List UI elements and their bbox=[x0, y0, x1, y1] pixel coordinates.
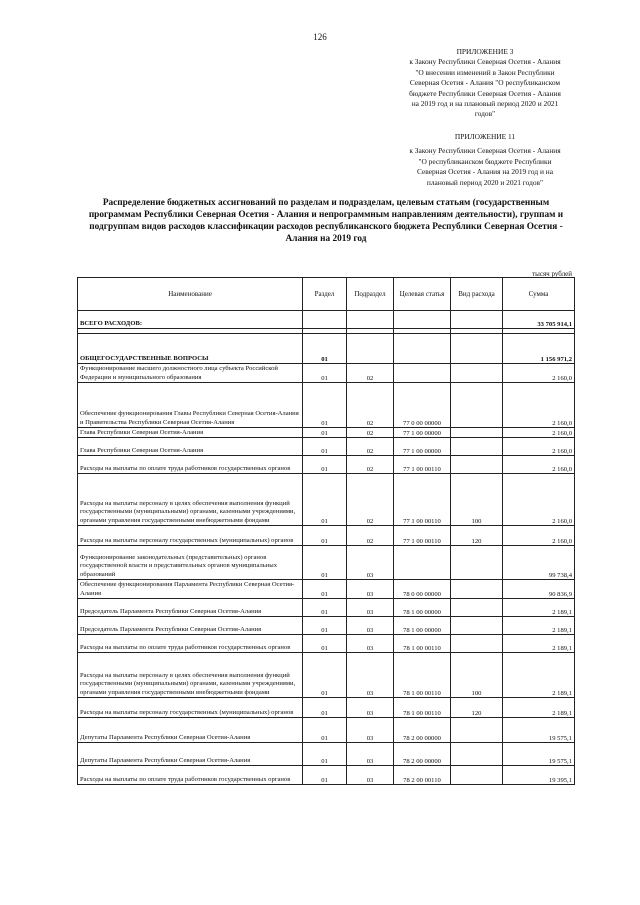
table-row bbox=[78, 580, 575, 599]
row-podrazdel-cell: 03 bbox=[347, 635, 394, 653]
row-statya-cell: 78 1 00 00000 bbox=[394, 617, 451, 635]
row-name-cell: Обеспечение функционирования Главы Республики Северная Осетия-Алания и Правительства Республики Северная Осетия-Алания bbox=[78, 383, 303, 428]
row-razdel-cell: 01 bbox=[303, 456, 347, 474]
row-statya-cell bbox=[394, 364, 451, 383]
row-name-cell: Глава Республики Северная Осетия-Алания bbox=[78, 438, 303, 456]
row-name-cell: Депутаты Парламента Республики Северная Осетия-Алания bbox=[78, 743, 303, 766]
row-name-cell: Расходы на выплаты персоналу государственных (муниципальных) органов bbox=[78, 698, 303, 718]
row-summa-cell: 33 705 914,1 bbox=[503, 311, 575, 329]
table-row bbox=[78, 474, 575, 526]
row-statya-cell: 77 0 00 00000 bbox=[394, 383, 451, 428]
row-statya-cell: 78 1 00 00110 bbox=[394, 635, 451, 653]
row-podrazdel-cell: 03 bbox=[347, 718, 394, 743]
row-podrazdel-cell: 03 bbox=[347, 698, 394, 718]
row-podrazdel-cell: 03 bbox=[347, 617, 394, 635]
row-vid-cell bbox=[451, 743, 503, 766]
appendix-3-line: "О внесении изменений в Закон Республики bbox=[415, 67, 555, 77]
appendix-11-line: плановый период 2020 и 2021 годов" bbox=[426, 177, 544, 187]
row-name-cell: Расходы на выплаты персоналу государственных (муниципальных) органов bbox=[78, 526, 303, 546]
row-summa-cell: 2 189,1 bbox=[503, 599, 575, 617]
row-podrazdel-cell: 02 bbox=[347, 428, 394, 438]
column-header: Вид расхода bbox=[451, 278, 503, 311]
row-summa-cell: 19 575,1 bbox=[503, 743, 575, 766]
table-row bbox=[78, 766, 575, 785]
appendix-3-heading: ПРИЛОЖЕНИЕ 3 bbox=[456, 47, 514, 56]
row-summa-cell: 2 189,1 bbox=[503, 653, 575, 698]
row-razdel-cell: 01 bbox=[303, 474, 347, 526]
row-summa-cell: 90 836,9 bbox=[503, 580, 575, 599]
row-summa-cell: 99 738,4 bbox=[503, 546, 575, 580]
appendix-3-line: к Закону Республики Северная Осетия - Алания bbox=[409, 57, 561, 67]
row-podrazdel-cell: 02 bbox=[347, 474, 394, 526]
column-header: Целевая статья bbox=[394, 278, 451, 311]
table-row bbox=[78, 617, 575, 635]
row-vid-cell bbox=[451, 546, 503, 580]
row-summa-cell: 2 160,0 bbox=[503, 383, 575, 428]
row-statya-cell bbox=[394, 311, 451, 329]
row-name-cell: Расходы на выплаты по оплате труда работников государственных органов bbox=[78, 635, 303, 653]
column-header: Подраздел bbox=[347, 278, 394, 311]
row-summa-cell: 2 160,0 bbox=[503, 474, 575, 526]
row-summa-cell: 2 160,0 bbox=[503, 526, 575, 546]
page-number: 126 bbox=[313, 32, 327, 42]
row-summa-cell: 2 160,0 bbox=[503, 428, 575, 438]
table-row bbox=[78, 456, 575, 474]
row-statya-cell: 77 1 00 00000 bbox=[394, 428, 451, 438]
row-podrazdel-cell: 02 bbox=[347, 383, 394, 428]
row-podrazdel-cell: 03 bbox=[347, 599, 394, 617]
table-row bbox=[78, 718, 575, 743]
row-razdel-cell: 01 bbox=[303, 383, 347, 428]
table-row bbox=[78, 743, 575, 766]
table-row bbox=[78, 383, 575, 428]
table-row bbox=[78, 526, 575, 546]
row-vid-cell bbox=[451, 580, 503, 599]
row-summa-cell: 2 189,1 bbox=[503, 635, 575, 653]
row-statya-cell bbox=[394, 334, 451, 364]
row-podrazdel-cell: 03 bbox=[347, 766, 394, 785]
row-summa-cell: 2 160,0 bbox=[503, 364, 575, 383]
row-name-cell: Расходы на выплаты по оплате труда работников государственных органов bbox=[78, 766, 303, 785]
row-razdel-cell: 01 bbox=[303, 743, 347, 766]
row-statya-cell: 77 1 00 00110 bbox=[394, 526, 451, 546]
row-podrazdel-cell: 02 bbox=[347, 364, 394, 383]
row-statya-cell bbox=[394, 546, 451, 580]
row-razdel-cell: 01 bbox=[303, 617, 347, 635]
row-razdel-cell: 01 bbox=[303, 766, 347, 785]
row-razdel-cell: 01 bbox=[303, 635, 347, 653]
row-razdel-cell: 01 bbox=[303, 526, 347, 546]
row-podrazdel-cell: 03 bbox=[347, 743, 394, 766]
row-vid-cell bbox=[451, 617, 503, 635]
row-vid-cell bbox=[451, 599, 503, 617]
row-summa-cell: 2 160,0 bbox=[503, 456, 575, 474]
row-statya-cell: 78 2 00 00000 bbox=[394, 718, 451, 743]
row-summa-cell: 1 156 971,2 bbox=[503, 334, 575, 364]
appendix-3-line: Северная Осетия - Алания "О республиканском bbox=[409, 78, 561, 88]
table-row bbox=[78, 698, 575, 718]
row-vid-cell bbox=[451, 428, 503, 438]
appendix-3-line: бюджете Республики Северная Осетия - Алания bbox=[409, 88, 561, 98]
appendix-3-line: на 2019 год и на плановый период 2020 и 2021 bbox=[411, 99, 559, 109]
row-podrazdel-cell: 02 bbox=[347, 526, 394, 546]
table-row bbox=[78, 653, 575, 698]
row-name-cell: Депутаты Парламента Республики Северная Осетия-Алания bbox=[78, 718, 303, 743]
appendix-11-block bbox=[395, 132, 575, 188]
row-name-cell: Расходы на выплаты по оплате труда работников государственных органов bbox=[78, 456, 303, 474]
row-vid-cell bbox=[451, 334, 503, 364]
row-vid-cell bbox=[451, 364, 503, 383]
row-name-cell: Обеспечение функционирования Парламента Республики Северная Осетия-Алания bbox=[78, 580, 303, 599]
row-razdel-cell: 01 bbox=[303, 580, 347, 599]
appendix-3-line: годов" bbox=[474, 109, 496, 119]
row-vid-cell bbox=[451, 438, 503, 456]
appendix-11-line: "О республиканском бюджете Республики bbox=[418, 156, 552, 166]
row-razdel-cell: 01 bbox=[303, 438, 347, 456]
table-row bbox=[78, 428, 575, 438]
row-statya-cell: 77 1 00 00000 bbox=[394, 438, 451, 456]
row-vid-cell: 100 bbox=[451, 653, 503, 698]
table-row bbox=[78, 438, 575, 456]
row-vid-cell bbox=[451, 456, 503, 474]
row-razdel-cell: 01 bbox=[303, 364, 347, 383]
row-razdel-cell: 01 bbox=[303, 546, 347, 580]
column-header: Сумма bbox=[503, 278, 575, 311]
row-name-cell: ВСЕГО РАСХОДОВ: bbox=[78, 311, 303, 329]
table-row bbox=[78, 364, 575, 383]
row-statya-cell: 78 2 00 00110 bbox=[394, 766, 451, 785]
row-vid-cell: 120 bbox=[451, 526, 503, 546]
column-header: Наименование bbox=[78, 278, 303, 311]
row-summa-cell: 2 189,1 bbox=[503, 617, 575, 635]
row-summa-cell: 2 189,1 bbox=[503, 698, 575, 718]
row-name-cell: Функционирование высшего должностного лица субъекта Российской Федерации и муниципального образования bbox=[78, 364, 303, 383]
row-vid-cell: 120 bbox=[451, 698, 503, 718]
document-title: Распределение бюджетных ассигнований по разделам и подразделам, целевым статьям (государственным программам Республики Северная Осетия - Алания и непрограммным направлениям деятельности), группам и подгруппам видов расходов классификации расходов республиканского бюджета Республики Северная Осетия - Алания на 2019 год bbox=[88, 198, 564, 244]
table-row bbox=[78, 311, 575, 329]
row-razdel-cell: 01 bbox=[303, 428, 347, 438]
row-razdel-cell: 01 bbox=[303, 599, 347, 617]
row-podrazdel-cell bbox=[347, 334, 394, 364]
row-vid-cell bbox=[451, 383, 503, 428]
appendix-3-block bbox=[395, 47, 575, 120]
row-statya-cell: 78 2 00 00000 bbox=[394, 743, 451, 766]
row-name-cell: Функционирование законодательных (представительных) органов государственной власти и представительных органов муниципальных образований bbox=[78, 546, 303, 580]
row-podrazdel-cell bbox=[347, 311, 394, 329]
row-vid-cell bbox=[451, 766, 503, 785]
table-row bbox=[78, 334, 575, 364]
row-podrazdel-cell: 02 bbox=[347, 456, 394, 474]
row-razdel-cell: 01 bbox=[303, 698, 347, 718]
row-vid-cell bbox=[451, 311, 503, 329]
table-row bbox=[78, 599, 575, 617]
table-header-row bbox=[78, 278, 575, 311]
table-row bbox=[78, 546, 575, 580]
row-statya-cell: 77 1 00 00110 bbox=[394, 456, 451, 474]
table-body bbox=[78, 311, 575, 785]
budget-table bbox=[77, 277, 575, 785]
row-vid-cell bbox=[451, 635, 503, 653]
appendix-11-heading: ПРИЛОЖЕНИЕ 11 bbox=[454, 132, 516, 141]
appendix-11-line: Северная Осетия - Алания на 2019 год и на bbox=[416, 167, 554, 177]
row-name-cell: Расходы на выплаты персоналу в целях обеспечения выполнения функций государственными (муниципальными) органами, казенными учреждениями, органами управления государственными внебюджетными фондами bbox=[78, 653, 303, 698]
row-podrazdel-cell: 03 bbox=[347, 653, 394, 698]
row-statya-cell: 78 0 00 00000 bbox=[394, 580, 451, 599]
column-header: Раздел bbox=[303, 278, 347, 311]
row-podrazdel-cell: 03 bbox=[347, 580, 394, 599]
table-row bbox=[78, 635, 575, 653]
row-name-cell: Председатель Парламента Республики Северная Осетия-Алания bbox=[78, 617, 303, 635]
row-razdel-cell: 01 bbox=[303, 334, 347, 364]
units-label: тысяч рублей bbox=[532, 270, 572, 278]
row-statya-cell: 78 1 00 00000 bbox=[394, 599, 451, 617]
row-summa-cell: 2 160,0 bbox=[503, 438, 575, 456]
row-name-cell: Глава Республики Северная Осетия-Алания bbox=[78, 428, 303, 438]
row-statya-cell: 77 1 00 00110 bbox=[394, 474, 451, 526]
row-statya-cell: 78 1 00 00110 bbox=[394, 653, 451, 698]
row-podrazdel-cell: 02 bbox=[347, 438, 394, 456]
row-podrazdel-cell: 03 bbox=[347, 546, 394, 580]
appendix-11-line: к Закону Республики Северная Осетия - Алания bbox=[409, 146, 561, 156]
row-razdel-cell: 01 bbox=[303, 653, 347, 698]
row-name-cell: Расходы на выплаты персоналу в целях обеспечения выполнения функций государственными (муниципальными) органами, казенными учреждениями, органами управления государственными внебюджетными фондами bbox=[78, 474, 303, 526]
row-summa-cell: 19 575,1 bbox=[503, 718, 575, 743]
row-razdel-cell bbox=[303, 311, 347, 329]
row-name-cell: ОБЩЕГОСУДАРСТВЕННЫЕ ВОПРОСЫ bbox=[78, 334, 303, 364]
row-razdel-cell: 01 bbox=[303, 718, 347, 743]
row-name-cell: Председатель Парламента Республики Северная Осетия-Алания bbox=[78, 599, 303, 617]
row-vid-cell bbox=[451, 718, 503, 743]
row-summa-cell: 19 395,1 bbox=[503, 766, 575, 785]
row-statya-cell: 78 1 00 00110 bbox=[394, 698, 451, 718]
row-vid-cell: 100 bbox=[451, 474, 503, 526]
